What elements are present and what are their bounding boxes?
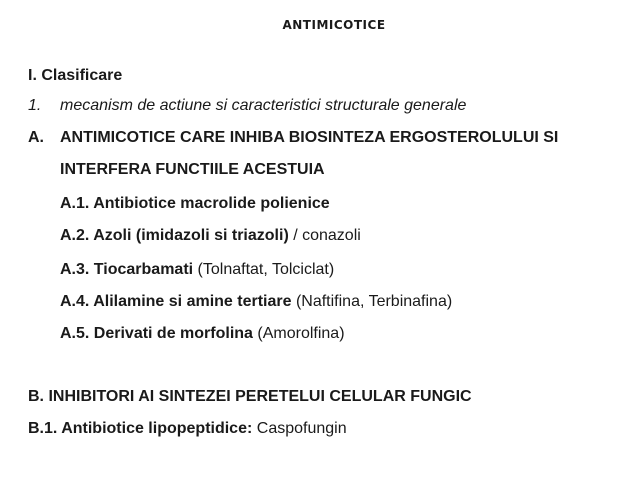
section-a-heading-line1: ANTIMICOTICE CARE INHIBA BIOSINTEZA ERGOSTEROLULUI SI bbox=[60, 129, 559, 146]
item-3-title: A.3. Tiocarbamati bbox=[60, 261, 194, 278]
section-a-item-3 bbox=[60, 260, 334, 280]
item-1-title: A.1. Antibiotice macrolide polienice bbox=[60, 195, 330, 212]
criterion-text: mecanism de actiune si caracteristici structurale generale bbox=[60, 97, 467, 114]
classification-criterion bbox=[28, 96, 466, 116]
section-a-letter: A. bbox=[28, 129, 44, 146]
item-2-title: A.2. Azoli (imidazoli si triazoli) bbox=[60, 227, 289, 244]
item-4-detail: (Naftifina, Terbinafina) bbox=[291, 293, 453, 310]
section-a-heading-line2: INTERFERA FUNCTIILE ACESTUIA bbox=[60, 161, 325, 178]
item-2-detail: / conazoli bbox=[288, 227, 361, 244]
section-a-item-5 bbox=[60, 324, 345, 344]
section-a-item-2 bbox=[60, 226, 361, 246]
criterion-number: 1. bbox=[28, 97, 42, 114]
item-3-detail: (Tolnaftat, Tolciclat) bbox=[193, 261, 335, 278]
slide-title bbox=[0, 13, 638, 35]
item-5-title: A.5. Derivati de morfolina bbox=[60, 325, 253, 342]
item-4-title: A.4. Alilamine si amine tertiare bbox=[60, 293, 292, 310]
section-b-item-1 bbox=[28, 419, 347, 439]
section-b-item-detail: Caspofungin bbox=[252, 420, 347, 437]
slide-title-text: antimicotice bbox=[282, 14, 386, 34]
item-5-detail: (Amorolfina) bbox=[252, 325, 345, 342]
section-a-item-1 bbox=[60, 194, 330, 214]
section-a-heading bbox=[28, 128, 558, 148]
classification-heading: I. Clasificare bbox=[28, 67, 123, 84]
section-b-item-title: B.1. Antibiotice lipopeptidice: bbox=[28, 420, 253, 437]
section-a-item-4 bbox=[60, 292, 452, 312]
section-b-heading: B. INHIBITORI AI SINTEZEI PERETELUI CELULAR FUNGIC bbox=[28, 388, 472, 405]
